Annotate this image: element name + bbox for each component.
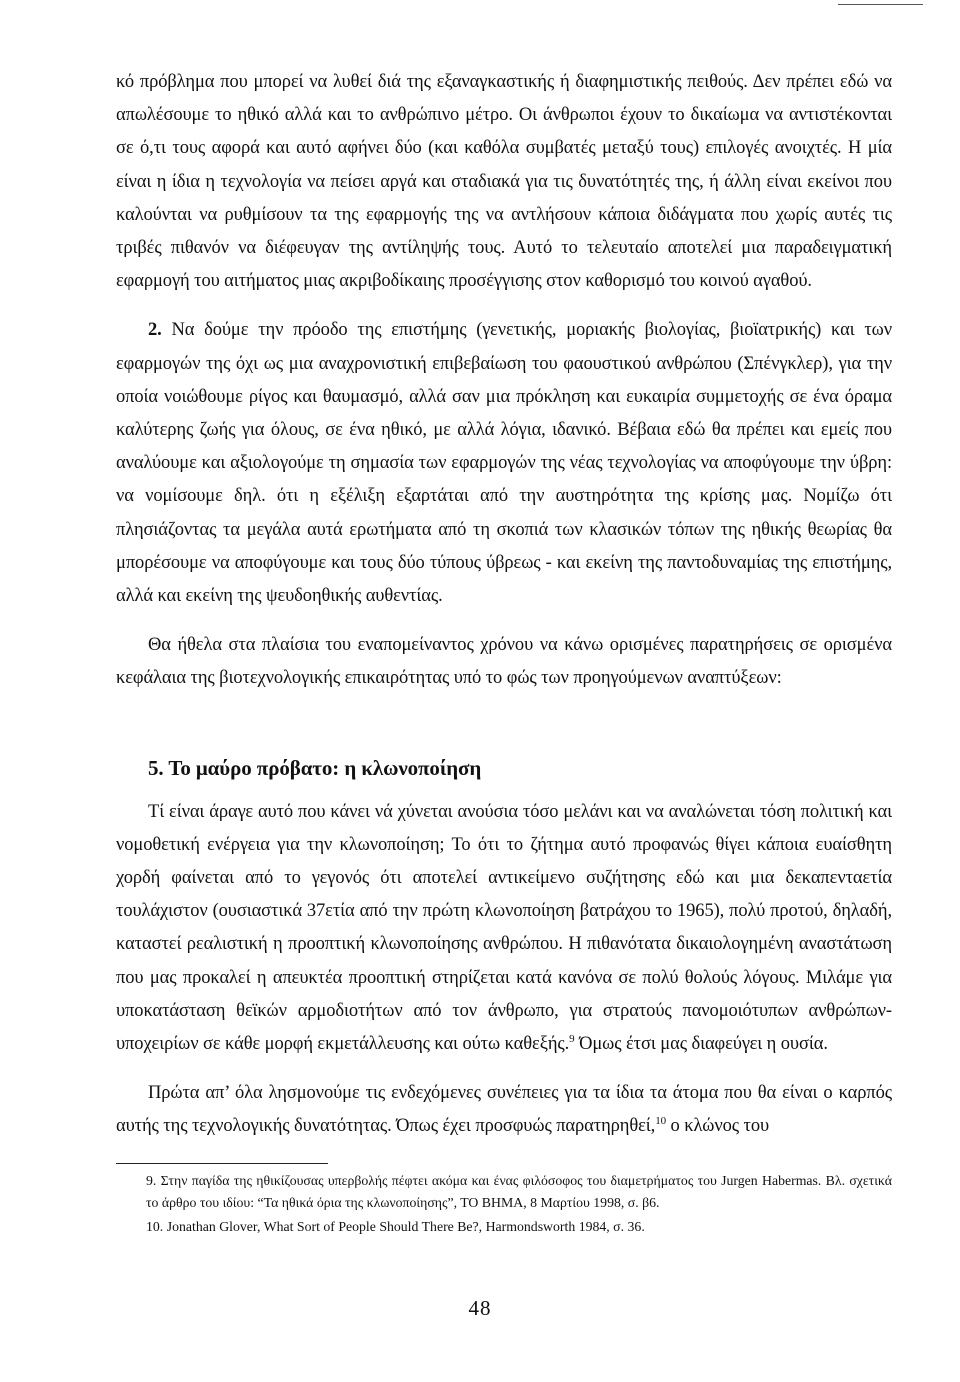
footnote-9: 9. Στην παγίδα της ηθικίζουσας υπερβολής πέφτει ακόμα και ένας φιλόσοφος του διαμετρήματος του Jurgen Habermas. Βλ. σχετικά το άρθρο του ιδίου: “Τα ηθικά όρια της κλωνοποίησης”, ΤΟ ΒΗΜΑ, 8 Μαρτίου 1998, σ. β6.	[146, 1173, 892, 1210]
top-edge-rule	[838, 4, 923, 5]
section-heading: 5. Το μαύρο πρόβατο: η κλωνοποίηση	[148, 755, 482, 780]
point-number: 2.	[148, 320, 162, 341]
paragraph-consequences	[116, 1077, 892, 1143]
main-text	[116, 66, 892, 1144]
footnote-ref-10: 10	[655, 1115, 667, 1128]
paragraph-point-2-text: Να δούμε την πρόοδο της επιστήμης (γενετικής, μοριακής βιολογίας, βιοϊατρικής) και των εφαρμογών της όχι ως μια αναχρονιστική επιβεβαίωση του φαουστικού ανθρώπου (Σπένγκλερ), για την οποία νοιώθουμε ρίγος και θαυμασμό, αλλά σαν μια πρόκληση και ευκαιρία συμμετοχής σε ένα όραμα καλύτερης ζωής για όλους, σε ένα ηθικό, με αλλά λόγια, ιδανικό. Βέβαια εδώ θα πρέπει και εμείς που αναλύουμε και αξιολογούμε τη σημασία των εφαρμογών της νέας τεχνολογίας να αποφύγουμε την ύβρη: να νομίσουμε δηλ. ότι η εξέλιξη εξαρτάται από την αυστηρότητα της κρίσης μας. Νομίζω ότι πλησιάζοντας τα μεγάλα αυτά ερωτήματα από τη σκοπιά των κλασικών τόπων της ηθικής θεωρίας θα μπορέσουμε να αποφύγουμε και τους δύο τύπους ύβρεως - και εκείνη της παντοδυναμίας της επιστήμης, αλλά και εκείνη της ψευδοηθικής αυθεντίας.	[116, 320, 892, 607]
footnotes	[116, 1170, 892, 1238]
paragraph-consequences-tail: ο κλώνος του	[666, 1116, 770, 1137]
paragraph-continued: κό πρόβλημα που μπορεί να λυθεί διά της εξαναγκαστικής ή διαφημιστικής πειθούς. Δεν πρέπει εδώ να απωλέσουμε το ηθικό αλλά και το ανθρώπινο μέτρο. Οι άνθρωποι έχουν το δικαίωμα να αντιστέκονται σε ό,τι τους αφορά και αυτό αφήνει δύο (και καθόλα συμβατές μεταξύ τους) επιλογές ανοιχτές. Η μία είναι η ίδια η τεχνολογία να πείσει αργά και σταδιακά για τις δυνατότητές της, ή άλλη είναι εκείνοι που καλούνται να ρυθμίσουν τα της εφαρμογής της να αντλήσουν κάποια διδάγματα που χωρίς αυτές τις τριβές πιθανόν να διέφευγαν της αντίληψής τους. Αυτό το τελευταίο αποτελεί μια παραδειγματική εφαρμογή του αιτήματος μιας ακριβοδίκαιης προσέγγισης στον καθορισμό του κοινού αγαθού.	[116, 72, 892, 292]
footnote-ref-9: 9	[569, 1033, 575, 1046]
paragraph-cloning	[116, 796, 892, 1062]
page-number: 48	[468, 1296, 492, 1320]
footnote-10: 10. Jonathan Glover, What Sort of People Should There Be?, Harmondsworth 1984, σ. 36.	[146, 1219, 645, 1234]
paragraph-consequences-text: Πρώτα απ’ όλα λησμονούμε τις ενδεχόμενες συνέπειες για τα ίδια τα άτομα που θα είναι ο καρπός αυτής της τεχνολογικής δυνατότητας. Όπως έχει προσφυώς παρατηρηθεί,	[116, 1083, 892, 1137]
paragraph-cloning-text: Τί είναι άραγε αυτό που κάνει νά χύνεται ανούσια τόσο μελάνι και να αναλώνεται τόση πολιτική και νομοθετική ενέργεια για την κλωνοποίηση; Το ότι το ζήτημα αυτό προφανώς θίγει κάποια ευαίσθητη χορδή φαίνεται από το γεγονός ότι αποτελεί αντικείμενο συζήτησης εδώ και μια δεκαπενταετία τουλάχιστον (ουσιαστικά 37ετία από την πρώτη κλωνοποίηση βατράχου το 1965), πολύ προτού, δηλαδή, καταστεί ρεαλιστική η προοπτική κλωνοποίησης ανθρώπου. Η πιθανότατα δικαιολογημένη αναστάτωση που μας προκαλεί η απευκτέα προοπτική στηρίζεται κατά κανόνα σε πολύ θολούς λόγους. Μιλάμε για υποκατάσταση θεϊκών αρμοδιοτήτων από τον άνθρωπο, για στρατούς πανομοιότυπων ανθρώπων-υποχειρίων σε κάθε μορφή εκμετάλλευσης και ούτω καθεξής.	[116, 801, 892, 1055]
paragraph-point-2	[116, 314, 892, 613]
paragraph-cloning-tail: Όμως έτσι μας διαφεύγει η ουσία.	[574, 1034, 828, 1055]
paragraph-remarks: Θα ήθελα στα πλαίσια του εναπομείναντος χρόνου να κάνω ορισμένες παρατηρήσεις σε ορισμένα κεφάλαια της βιοτεχνολογικής επικαιρότητας υπό το φώς των προηγούμενων αναπτύξεων:	[116, 635, 892, 689]
footnote-separator	[116, 1163, 328, 1164]
